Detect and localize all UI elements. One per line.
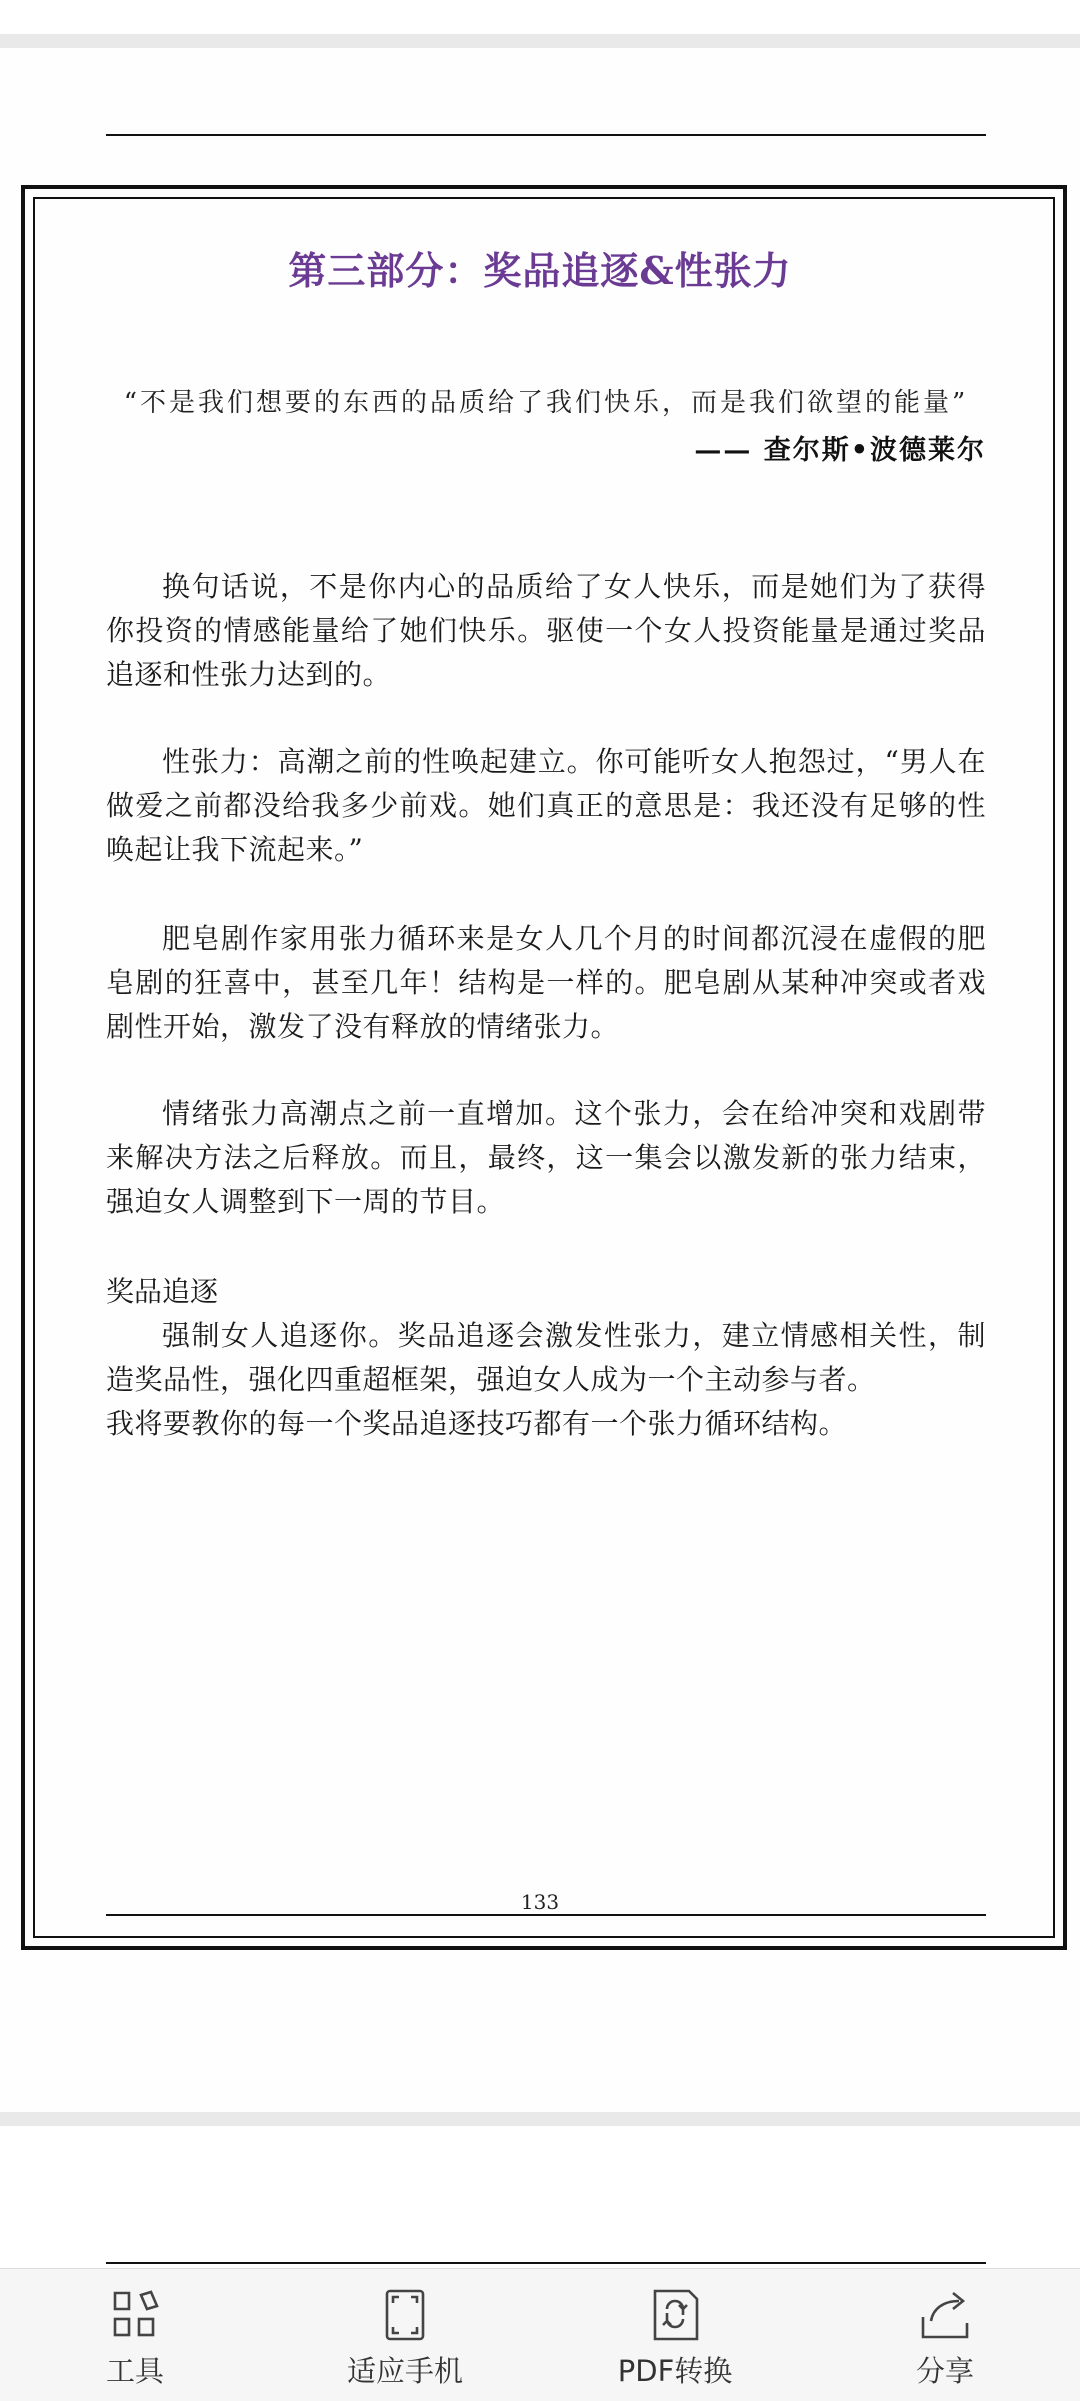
closing-line: 我将要教你的每一个奖品追逐技巧都有一个张力循环结构。 bbox=[106, 1407, 848, 1440]
fit-phone-button[interactable] bbox=[305, 2269, 505, 2390]
top-divider-strip bbox=[0, 34, 1080, 48]
footer-rule bbox=[106, 1914, 986, 1916]
paragraph-2: 性张力：高潮之前的性唤起建立。你可能听女人抱怨过，“男人在做爱之前都没给我多少前戏。她们真正的意思是：我还没有足够的性唤起让我下流起来。” bbox=[106, 745, 986, 866]
pdf-convert-label: PDF转换 bbox=[617, 2354, 733, 2388]
epigraph-author: —— 查尔斯•波德莱尔 bbox=[694, 435, 986, 466]
tools-button[interactable] bbox=[35, 2269, 235, 2390]
paragraph-1: 换句话说，不是你内心的品质给了女人快乐，而是她们为了获得你投资的情感能量给了她们快乐。驱使一个女人投资能量是通过奖品追逐和性张力达到的。 bbox=[106, 570, 986, 691]
share-label: 分享 bbox=[915, 2354, 974, 2388]
bottom-toolbar bbox=[0, 2268, 1080, 2401]
next-page-header-rule bbox=[106, 2262, 986, 2264]
fit-phone-label: 适应手机 bbox=[346, 2354, 463, 2388]
share-icon bbox=[917, 2287, 973, 2343]
paragraph-4: 情绪张力高潮点之前一直增加。这个张力，会在给冲突和戏剧带来解决方法之后释放。而且，最终，这一集会以激发新的张力结束，强迫女人调整到下一周的节目。 bbox=[106, 1097, 986, 1218]
grid-icon bbox=[107, 2287, 163, 2343]
share-button[interactable] bbox=[845, 2269, 1045, 2390]
section-heading: 奖品追逐 bbox=[106, 1275, 219, 1308]
pdf-convert-button[interactable] bbox=[575, 2269, 775, 2390]
tools-label: 工具 bbox=[105, 2354, 164, 2388]
chapter-title: 第三部分：奖品追逐&性张力 bbox=[288, 248, 792, 293]
fit-screen-icon bbox=[377, 2287, 433, 2343]
section-paragraph: 强制女人追逐你。奖品追逐会激发性张力，建立情感相关性，制造奖品性，强化四重超框架，强迫女人成为一个主动参与者。 bbox=[106, 1319, 986, 1396]
pdf-convert-icon bbox=[647, 2287, 703, 2343]
page-gap-strip bbox=[0, 2112, 1080, 2126]
page-number: 133 bbox=[520, 1890, 560, 1914]
header-rule bbox=[106, 134, 986, 136]
paragraph-3: 肥皂剧作家用张力循环来是女人几个月的时间都沉浸在虚假的肥皂剧的狂喜中，甚至几年！结构是一样的。肥皂剧从某种冲突或者戏剧性开始，激发了没有释放的情绪张力。 bbox=[106, 922, 986, 1043]
epigraph-quote: “不是我们想要的东西的品质给了我们快乐，而是我们欲望的能量” bbox=[123, 388, 969, 418]
